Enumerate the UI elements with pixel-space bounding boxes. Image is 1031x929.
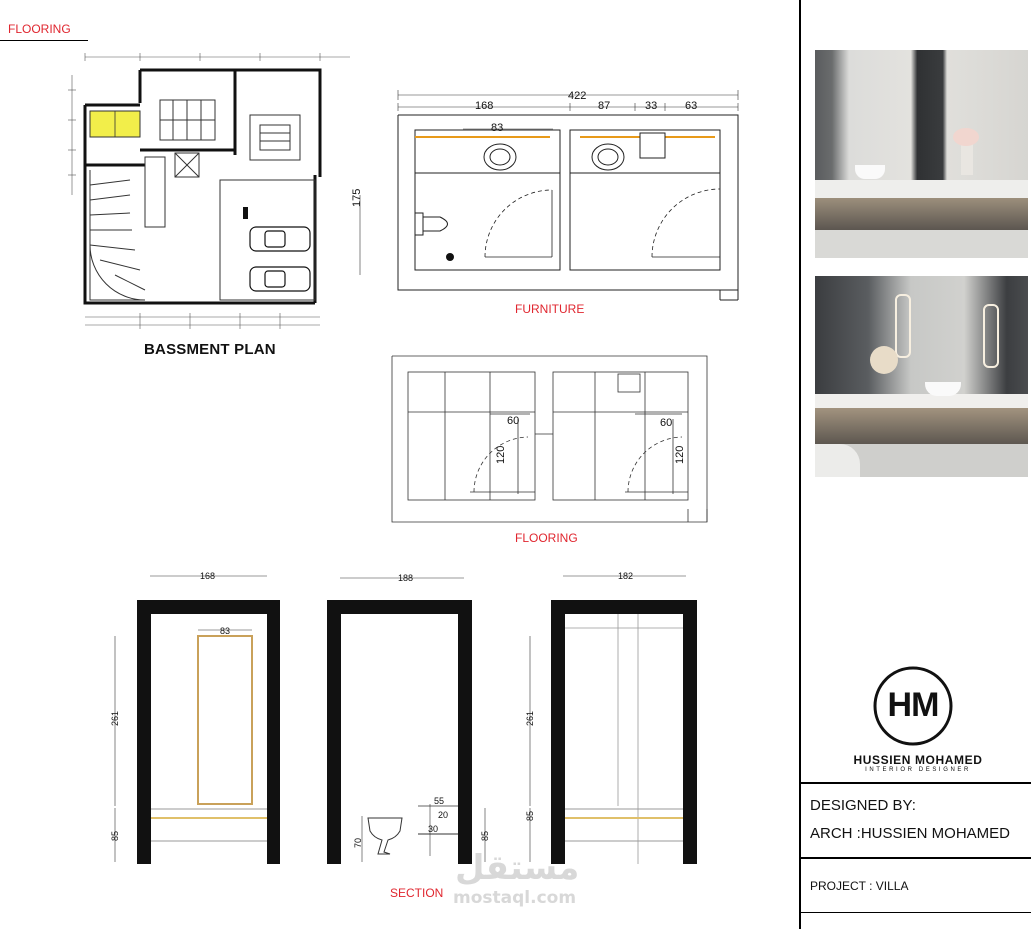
door-swing-left (485, 190, 552, 257)
flooring-door-left-depth: 120 (495, 445, 507, 464)
sections-drawing (100, 566, 710, 876)
project-name: PROJECT : VILLA (810, 879, 909, 893)
section-2-width: 188 (398, 573, 414, 583)
section-1-base: 85 (110, 830, 120, 841)
section-2 (327, 573, 490, 864)
furniture-height: 175 (351, 188, 363, 207)
flooring-plan-drawing (390, 354, 720, 534)
section-1-width: 168 (200, 571, 216, 581)
section-2-toilet (368, 818, 402, 854)
furniture-label: FURNITURE (515, 302, 585, 316)
section-label: SECTION (390, 886, 444, 900)
plan-bidet (415, 213, 448, 235)
title-divider-2 (799, 857, 1031, 859)
section-2-toilet-height: 70 (353, 837, 363, 848)
section-2-shelf-b: 20 (438, 810, 449, 820)
furniture-basin-width: 83 (491, 122, 504, 134)
company-subtitle: INTERIOR DESIGNER (865, 767, 971, 773)
floor-drain (446, 253, 454, 261)
section-1 (110, 571, 280, 864)
section-3-width: 182 (618, 571, 634, 581)
company-name: HUSSIEN MOHAMED (853, 753, 983, 767)
flooring-door-left-width: 60 (507, 415, 520, 427)
watermark-arabic: مستقل (455, 848, 580, 888)
furniture-seg-3: 33 (645, 100, 658, 112)
furniture-seg-1: 168 (475, 100, 494, 112)
title-divider-1 (799, 782, 1031, 784)
title-divider-3 (799, 912, 1031, 913)
furniture-plan-drawing (340, 85, 760, 310)
furniture-seg-2: 87 (598, 100, 611, 112)
plan-bottom-dimension (85, 313, 320, 329)
plan-left-dimension (68, 75, 76, 195)
flooring-header-underline (0, 40, 88, 41)
section-3-base: 85 (525, 810, 535, 821)
designer-name: ARCH :HUSSIEN MOHAMED (810, 825, 1011, 842)
basement-plan-drawing (60, 45, 360, 335)
section-3-height: 261 (525, 710, 535, 726)
flooring-door-right-width: 60 (660, 417, 673, 429)
section-2-shelf-a: 55 (434, 796, 445, 806)
flooring-header: FLOORING (8, 22, 71, 36)
door-swing-right (652, 189, 720, 257)
title-block-border (799, 0, 801, 929)
plan-stair-core (250, 115, 300, 160)
render-image-2 (815, 276, 1028, 477)
section-3 (525, 571, 697, 864)
watermark-latin: mostaql.com (453, 888, 577, 908)
furniture-seg-4: 63 (685, 100, 698, 112)
plan-car-2 (250, 267, 310, 291)
section-1-height: 261 (110, 710, 120, 726)
designed-by-label: DESIGNED BY: (810, 797, 916, 814)
flooring-label: FLOORING (515, 531, 578, 545)
plan-car-1 (250, 227, 310, 251)
section-2-base: 85 (480, 830, 490, 841)
plan-top-dimension (85, 53, 350, 61)
plan-title: BASSMENT PLAN (144, 341, 276, 358)
furniture-overall-width: 422 (568, 90, 587, 102)
section-2-shelf-c: 30 (428, 824, 439, 834)
flooring-door-right-depth: 120 (674, 445, 686, 464)
render-image-1 (815, 50, 1028, 258)
logo-letters: HM (887, 686, 939, 724)
section-1-inner: 83 (220, 626, 231, 636)
plan-spiral-ramp (90, 170, 145, 300)
